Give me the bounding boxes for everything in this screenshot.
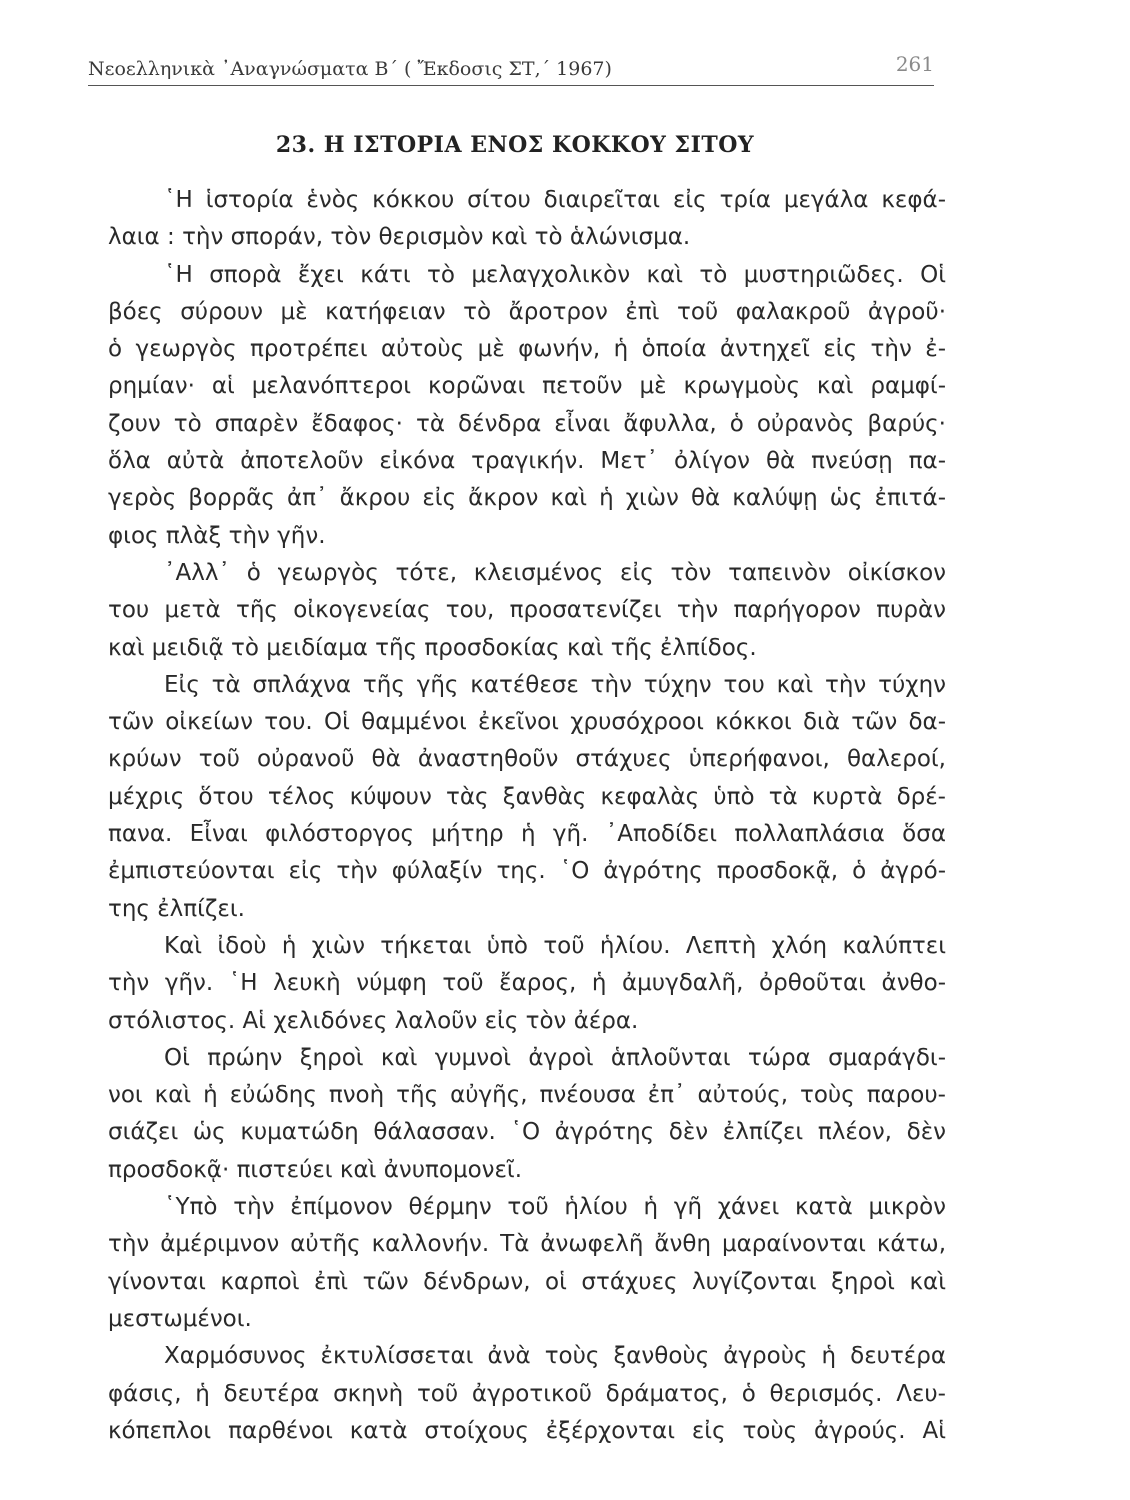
body-line: γερὸς βορρᾶς ἀπ᾿ ἄκρου εἰς ἄκρον καὶ ἡ χιὼν θὰ καλύψῃ ὡς ἐπιτά-	[108, 485, 946, 512]
body-line: γίνονται καρποὶ ἐπὶ τῶν δένδρων, οἱ στάχυες λυγίζονται ξηροὶ καὶ	[108, 1268, 946, 1295]
body-line: ῾Η σπορὰ ἔχει κάτι τὸ μελαγχολικὸν καὶ τὸ μυστηριῶδες. Οἱ	[164, 261, 946, 288]
body-line: ρημίαν· αἱ μελανόπτεροι κορῶναι πετοῦν μὲ κρωγμοὺς καὶ ραμφί-	[108, 373, 946, 400]
body-line: λαια : τὴν σποράν, τὸν θερισμὸν καὶ τὸ ἁλώνισμα.	[108, 224, 691, 251]
header-rule	[88, 85, 934, 86]
body-line: Εἰς τὰ σπλάχνα τῆς γῆς κατέθεσε τὴν τύχην του καὶ τὴν τύχην	[164, 671, 946, 698]
body-line: ᾿Αλλ᾿ ὁ γεωργὸς τότε, κλεισμένος εἰς τὸν ταπεινὸν οἰκίσκον	[164, 559, 946, 586]
body-line: της ἐλπίζει.	[108, 895, 245, 922]
body-line: φάσις, ἡ δευτέρα σκηνὴ τοῦ ἀγροτικοῦ δράματος, ὁ θερισμός. Λευ-	[108, 1380, 946, 1407]
body-line: βόες σύρουν μὲ κατήφειαν τὸ ἄροτρον ἐπὶ τοῦ φαλακροῦ ἀγροῦ·	[108, 298, 946, 325]
body-line: νοι καὶ ἡ εὐώδης πνοὴ τῆς αὐγῆς, πνέουσα ἐπ᾿ αὐτούς, τοὺς παρου-	[108, 1082, 946, 1109]
body-line: πανα. Εἶναι φιλόστοργος μήτηρ ἡ γῆ. ᾿Αποδίδει πολλαπλάσια ὅσα	[108, 821, 946, 848]
running-head	[88, 52, 934, 84]
page-number: 261	[895, 52, 934, 76]
body-line: ἐμπιστεύονται εἰς τὴν φύλαξίν της. ῾Ο ἀγρότης προσδοκᾷ, ὁ ἀγρό-	[108, 858, 946, 885]
body-line: Οἱ πρώην ξηροὶ καὶ γυμνοὶ ἀγροὶ ἁπλοῦνται τώρα σμαράγδι-	[164, 1044, 946, 1071]
body-line: του μετὰ τῆς οἰκογενείας του, προσατενίζει τὴν παρήγορον πυρὰν	[108, 597, 946, 624]
body-line: ζουν τὸ σπαρὲν ἔδαφος· τὰ δένδρα εἶναι ἄφυλλα, ὁ οὐρανὸς βαρύς·	[108, 410, 946, 437]
body-line: Χαρμόσυνος ἐκτυλίσσεται ἀνὰ τοὺς ξανθοὺς ἀγροὺς ἡ δευτέρα	[164, 1343, 946, 1370]
body-line: ὁ γεωργὸς προτρέπει αὐτοὺς μὲ φωνήν, ἡ ὁποία ἀντηχεῖ εἰς τὴν ἐ-	[108, 336, 946, 363]
body-line: προσδοκᾷ· πιστεύει καὶ ἀνυπομονεῖ.	[108, 1156, 523, 1183]
chapter-title: 23. Η ΙΣΤΟΡΙΑ ΕΝΟΣ ΚΟΚΚΟΥ ΣΙΤΟΥ	[275, 132, 755, 158]
running-head-title: Νεοελληνικὰ ᾿Αναγνώσματα Β΄ ( Ἔκδοσις ΣΤ,΄ 1967)	[88, 58, 612, 80]
body-line: τὴν γῆν. ῾Η λευκὴ νύμφη τοῦ ἔαρος, ἡ ἀμυγδαλῆ, ὀρθοῦται ἀνθο-	[108, 970, 946, 997]
body-line: μέχρις ὅτου τέλος κύψουν τὰς ξανθὰς κεφαλὰς ὑπὸ τὰ κυρτὰ δρέ-	[108, 783, 946, 810]
body-line: στόλιστος. Αἱ χελιδόνες λαλοῦν εἰς τὸν ἀέρα.	[108, 1007, 639, 1034]
body-line: μεστωμένοι.	[108, 1305, 252, 1332]
body-line: ὅλα αὐτὰ ἀποτελοῦν εἰκόνα τραγικήν. Μετ᾿ ὀλίγον θὰ πνεύσῃ πα-	[108, 448, 946, 475]
body-text	[108, 182, 946, 1450]
body-line: Καὶ ἰδοὺ ἡ χιὼν τήκεται ὑπὸ τοῦ ἡλίου. Λεπτὴ χλόη καλύπτει	[164, 932, 946, 959]
body-line: σιάζει ὡς κυματώδη θάλασσαν. ῾Ο ἀγρότης δὲν ἐλπίζει πλέον, δὲν	[108, 1119, 946, 1146]
body-line: κρύων τοῦ οὐρανοῦ θὰ ἀναστηθοῦν στάχυες ὑπερήφανοι, θαλεροί,	[108, 746, 946, 773]
body-line: τὴν ἀμέριμνον αὐτῆς καλλονήν. Τὰ ἀνωφελῆ ἄνθη μαραίνονται κάτω,	[108, 1231, 946, 1258]
body-line: κόπεπλοι παρθένοι κατὰ στοίχους ἐξέρχονται εἰς τοὺς ἀγρούς. Αἱ	[108, 1417, 946, 1444]
body-line: ῾Υπὸ τὴν ἐπίμονον θέρμην τοῦ ἡλίου ἡ γῆ χάνει κατὰ μικρὸν	[164, 1194, 946, 1221]
body-line: φιος πλὰξ τὴν γῆν.	[108, 522, 326, 549]
body-line: τῶν οἰκείων του. Οἱ θαμμένοι ἐκεῖνοι χρυσόχροοι κόκκοι διὰ τῶν δα-	[108, 709, 946, 736]
body-line: καὶ μειδιᾷ τὸ μειδίαμα τῆς προσδοκίας καὶ τῆς ἐλπίδος.	[108, 634, 757, 661]
body-line: ῾Η ἱστορία ἑνὸς κόκκου σίτου διαιρεῖται εἰς τρία μεγάλα κεφά-	[164, 187, 946, 213]
